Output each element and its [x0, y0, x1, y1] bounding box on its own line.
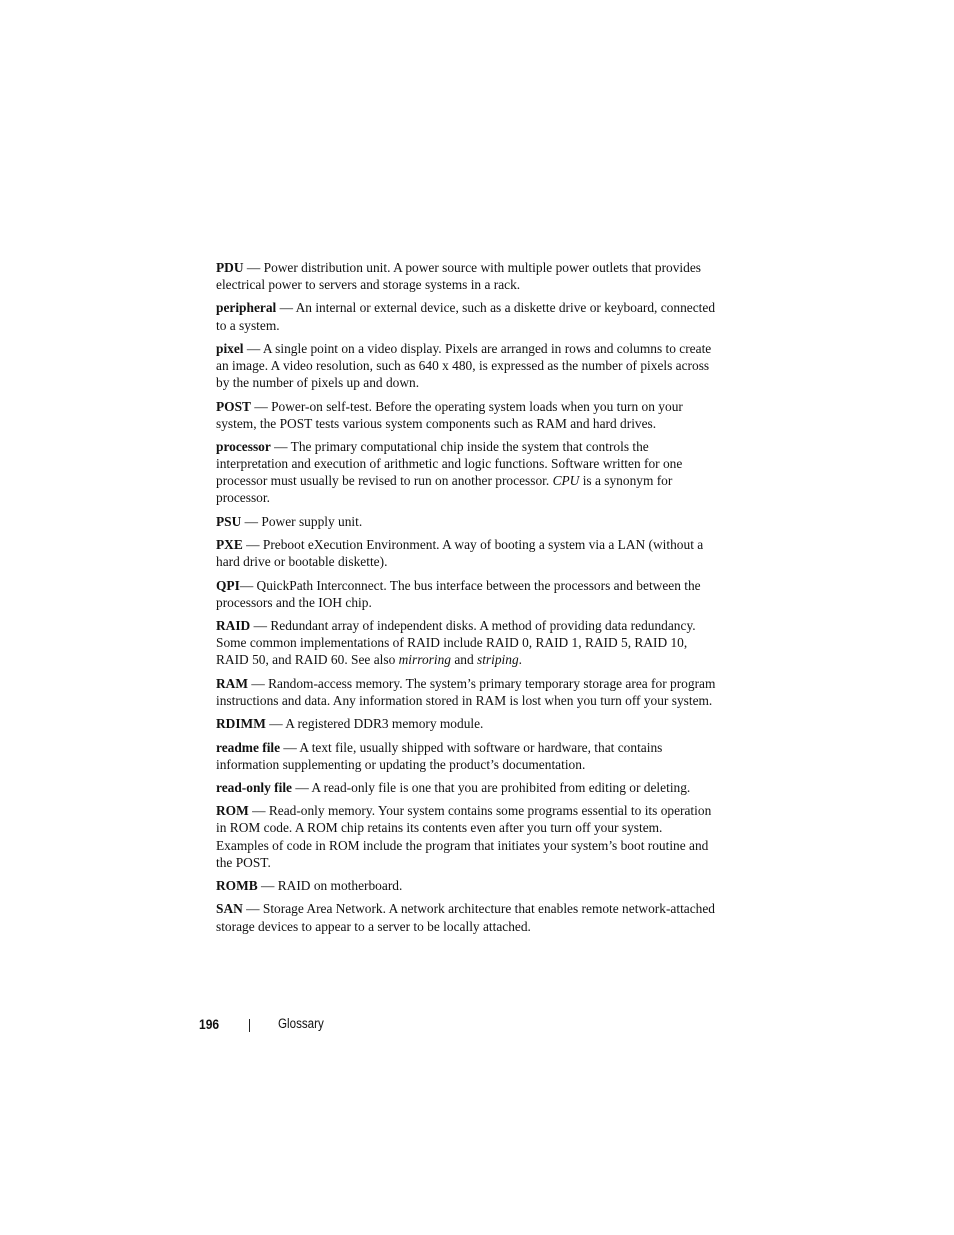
glossary-term: POST	[216, 398, 251, 414]
glossary-term: peripheral	[216, 300, 277, 316]
glossary-definition: — Power-on self-test. Before the operating system loads when you turn on your system, the POST tests various system components such as RAM and hard drives.	[216, 398, 683, 431]
glossary-entry-post	[216, 398, 716, 432]
glossary-term: PDU	[216, 260, 244, 275]
glossary-term: RDIMM	[216, 716, 266, 732]
glossary-entry-pxe	[216, 536, 716, 570]
glossary-term: QPI	[216, 577, 240, 593]
glossary-term: processor	[216, 439, 271, 455]
glossary-entry-rom	[216, 802, 716, 870]
glossary-definition: — Random-access memory. The system’s primary temporary storage area for program instructions and data. Any information stored in RAM is lost when you turn off your system.	[216, 675, 716, 708]
glossary-entry-romb	[216, 877, 716, 894]
glossary-term: pixel	[216, 340, 244, 356]
glossary-definition: — QuickPath Interconnect. The bus interface between the processors and between the processors and the IOH chip.	[216, 577, 701, 610]
glossary-entry-qpi	[216, 577, 716, 611]
footer-divider	[249, 1019, 250, 1032]
glossary-entry-pdu	[216, 259, 716, 293]
page-footer	[199, 1014, 499, 1034]
glossary-definition: — A text file, usually shipped with software or hardware, that contains information supplementing or updating the product’s documentation.	[216, 739, 663, 772]
glossary-term: PSU	[216, 513, 242, 529]
glossary-term: ROMB	[216, 878, 258, 894]
glossary-synonym: CPU	[552, 473, 580, 489]
glossary-entry-raid	[216, 617, 716, 668]
glossary-definition: — Storage Area Network. A network architecture that enables remote network-attached storage devices to appear to a server to be locally attached.	[216, 901, 716, 934]
glossary-entry-readme-file	[216, 739, 716, 773]
glossary-definition: — A registered DDR3 memory module.	[265, 716, 484, 732]
glossary-definition: — Preboot eXecution Environment. A way of booting a system via a LAN (without a hard drive or bootable diskette).	[216, 537, 704, 570]
glossary-entry-ram	[216, 675, 716, 709]
glossary-definition: — Power distribution unit. A power source with multiple power outlets that provides electrical power to servers and storage systems in a rack.	[216, 260, 701, 293]
glossary-definition: — Redundant array of independent disks. A method of providing data redundancy. Some common implementations of RAID include RAID 0, RAID 1, RAID 5, RAID 10, RAID 50, and RAID 60. See also	[216, 618, 696, 668]
glossary-term: readme file	[216, 739, 281, 755]
glossary-entry-processor	[216, 438, 716, 506]
see-also-mirroring: mirroring	[398, 652, 451, 668]
glossary-entry-psu	[216, 513, 716, 530]
glossary-definition: — An internal or external device, such as a diskette drive or keyboard, connected to a system.	[216, 300, 716, 333]
glossary-term: SAN	[216, 901, 243, 917]
glossary-definition-tail: .	[518, 652, 523, 668]
glossary-term: read-only file	[216, 780, 292, 795]
glossary-entry-pixel	[216, 340, 716, 391]
glossary-term: ROM	[216, 803, 249, 819]
glossary-entry-peripheral	[216, 299, 716, 333]
glossary-definition: — RAID on motherboard.	[257, 878, 403, 894]
glossary-definition: — A single point on a video display. Pixels are arranged in rows and columns to create an image. A video resolution, such as 640 x 480, is expressed as the number of pixels across by the number of pixels up and down.	[216, 340, 712, 391]
glossary-definition: — Power supply unit.	[241, 513, 363, 529]
glossary-term: PXE	[216, 537, 243, 553]
glossary-entry-read-only-file	[216, 779, 716, 796]
glossary-entry-rdimm	[216, 715, 716, 732]
glossary-definition: — The primary computational chip inside the system that controls the interpretation and execution of arithmetic and logic functions. Software written for one processor must usually be revised to run on another processor.	[216, 439, 683, 489]
glossary-definition: — Read-only memory. Your system contains some programs essential to its operation in ROM code. A ROM chip retains its contents even after you turn off your system. Examples of code in ROM include the program that initiates your system’s boot routine and the POST.	[216, 803, 712, 870]
glossary-term: RAM	[216, 675, 248, 691]
glossary-connector: and	[450, 652, 477, 668]
glossary-definition-tail: is a synonym for processor.	[216, 473, 673, 506]
page-number: 196	[199, 1016, 220, 1032]
see-also-striping: striping	[477, 652, 519, 668]
glossary-term: RAID	[216, 618, 251, 634]
glossary-content	[216, 259, 716, 941]
glossary-definition: — A read-only file is one that you are prohibited from editing or deleting.	[292, 780, 691, 795]
glossary-entry-san	[216, 900, 716, 934]
footer-section-name: Glossary	[278, 1016, 324, 1031]
